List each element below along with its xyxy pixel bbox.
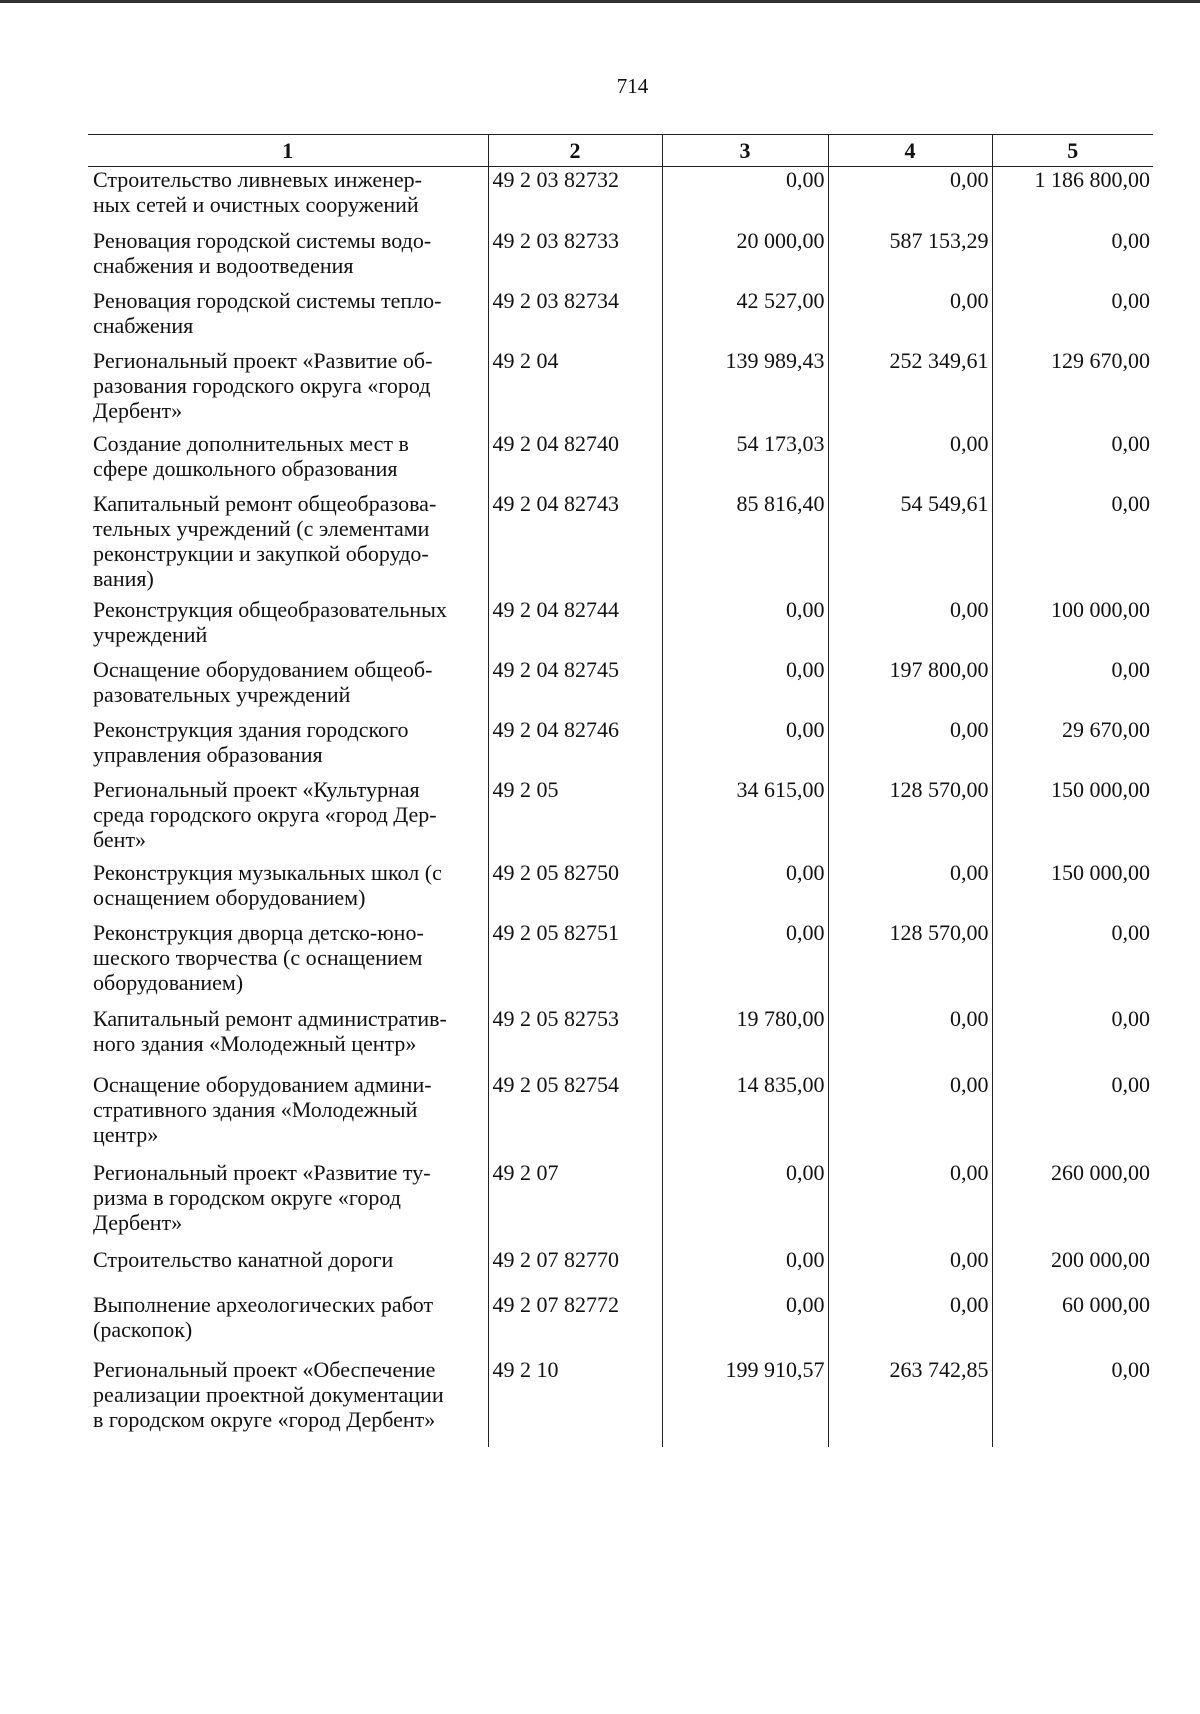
row-value-col4: 587 153,29 [828,228,992,288]
table-row [88,1292,1153,1357]
row-value-col4: 0,00 [828,288,992,348]
row-value-col3: 20 000,00 [662,228,828,288]
row-value-col5: 0,00 [992,228,1153,288]
row-name-line: сфере дошкольного образования [93,455,398,481]
row-code-cell: 49 2 04 [488,348,662,431]
row-name-line: Региональный проект «Развитие ту- [93,1159,431,1185]
row-code-cell: 49 2 03 82734 [488,288,662,348]
row-value-col5: 0,00 [992,431,1153,491]
row-value-col5: 0,00 [992,657,1153,717]
row-value-col4: 0,00 [828,1072,992,1160]
row-value-col5: 0,00 [992,920,1153,1006]
row-code-cell: 49 2 05 82751 [488,920,662,1006]
row-name-line: оснащением оборудованием) [93,884,366,910]
table-row [88,1160,1153,1247]
row-name-line: среда городского округа «город Дер- [93,801,437,827]
row-value-col5: 129 670,00 [992,348,1153,431]
column-header-1: 1 [88,135,488,167]
table-row [88,288,1153,348]
row-value-col3: 14 835,00 [662,1072,828,1160]
table-row [88,167,1153,228]
table-row [88,597,1153,657]
table-row [88,491,1153,597]
row-name-line: вания) [93,565,154,591]
row-name-line: Оснащение оборудованием общеоб- [93,656,433,682]
row-name-line: разовательных учреждений [93,681,351,707]
row-name-line: Дербент» [93,397,183,423]
row-value-col3: 42 527,00 [662,288,828,348]
row-value-col5: 200 000,00 [992,1247,1153,1292]
row-value-col4: 0,00 [828,860,992,920]
top-rule [0,0,1200,3]
row-value-col4: 252 349,61 [828,348,992,431]
row-value-col5: 0,00 [992,288,1153,348]
row-name-line: Капитальный ремонт общеобразова- [93,490,437,516]
row-name-line: Региональный проект «Культурная [93,776,420,802]
row-name-line: учреждений [93,621,208,647]
row-name-line: ных сетей и очистных сооружений [93,192,419,217]
row-name-cell [88,657,488,717]
row-name-line: снабжения [93,312,194,338]
row-name-line: тельных учреждений (с элементами [93,515,430,541]
row-name-line: стративного здания «Молодежный [93,1096,418,1122]
row-name-line: шеского творчества (с оснащением [93,944,423,970]
row-value-col3: 0,00 [662,717,828,777]
row-value-col5: 150 000,00 [992,777,1153,860]
row-value-col4: 197 800,00 [828,657,992,717]
row-value-col3: 0,00 [662,657,828,717]
row-name-line: оборудованием) [93,969,244,995]
row-name-cell [88,597,488,657]
row-value-col4: 263 742,85 [828,1357,992,1447]
row-value-col3: 0,00 [662,597,828,657]
table-row [88,860,1153,920]
row-name-line: ного здания «Молодежный центр» [93,1030,417,1056]
row-code-cell: 49 2 05 82750 [488,860,662,920]
row-value-col3: 0,00 [662,1160,828,1247]
row-code-cell: 49 2 04 82746 [488,717,662,777]
row-name-line: Реновация городской системы тепло- [93,287,442,313]
row-name-line: Реконструкция общеобразовательных [93,596,447,622]
row-name-line: Капитальный ремонт административ- [93,1005,447,1031]
row-value-col4: 0,00 [828,167,992,228]
row-code-cell: 49 2 03 82732 [488,167,662,228]
row-name-cell [88,348,488,431]
row-name-line: Реновация городской системы водо- [93,227,432,253]
row-value-col3: 0,00 [662,1292,828,1357]
page-number: 714 [616,74,649,98]
table-row [88,657,1153,717]
table-row [88,920,1153,1006]
row-value-col3: 0,00 [662,920,828,1006]
table-row [88,1072,1153,1160]
row-value-col5: 0,00 [992,1357,1153,1447]
table-row [88,777,1153,860]
row-value-col5: 260 000,00 [992,1160,1153,1247]
table-row [88,717,1153,777]
row-code-cell: 49 2 04 82740 [488,431,662,491]
row-name-line: Реконструкция музыкальных школ (с [93,859,442,885]
row-name-line: Региональный проект «Обеспечение [93,1356,436,1382]
row-name-cell [88,1072,488,1160]
row-name-line: Строительство канатной дороги [93,1246,394,1272]
row-value-col3: 19 780,00 [662,1006,828,1072]
row-code-cell: 49 2 07 82770 [488,1247,662,1292]
row-name-cell [88,1247,488,1292]
row-code-cell: 49 2 05 [488,777,662,860]
row-name-cell [88,288,488,348]
row-code-cell: 49 2 10 [488,1357,662,1447]
row-name-line: Строительство ливневых инженер- [93,167,422,192]
row-name-line: ризма в городском округе «город [93,1184,401,1210]
row-value-col3: 54 173,03 [662,431,828,491]
row-value-col4: 128 570,00 [828,777,992,860]
row-code-cell: 49 2 04 82745 [488,657,662,717]
row-value-col5: 0,00 [992,1072,1153,1160]
column-header-2: 2 [488,135,662,167]
row-name-cell [88,717,488,777]
row-code-cell: 49 2 03 82733 [488,228,662,288]
table-row [88,228,1153,288]
row-value-col3: 199 910,57 [662,1357,828,1447]
row-name-cell [88,860,488,920]
row-value-col4: 0,00 [828,1292,992,1357]
row-value-col3: 34 615,00 [662,777,828,860]
row-name-line: Региональный проект «Развитие об- [93,347,433,373]
row-code-cell: 49 2 04 82744 [488,597,662,657]
row-value-col4: 0,00 [828,1160,992,1247]
row-value-col3: 0,00 [662,167,828,228]
row-name-cell [88,491,488,597]
row-name-cell [88,1006,488,1072]
row-name-cell [88,431,488,491]
row-value-col3: 85 816,40 [662,491,828,597]
row-name-line: снабжения и водоотведения [93,252,354,278]
column-header-4: 4 [828,135,992,167]
row-value-col4: 0,00 [828,431,992,491]
row-name-line: бент» [93,826,147,852]
row-name-line: Дербент» [93,1209,183,1235]
row-code-cell: 49 2 07 [488,1160,662,1247]
row-name-cell [88,1292,488,1357]
row-name-line: Выполнение археологических работ [93,1291,434,1317]
table-header-row [88,135,1153,167]
row-name-cell [88,228,488,288]
row-value-col4: 0,00 [828,1247,992,1292]
row-value-col3: 0,00 [662,1247,828,1292]
row-value-col3: 139 989,43 [662,348,828,431]
row-name-line: реализации проектной документации [93,1381,444,1407]
row-value-col4: 0,00 [828,1006,992,1072]
row-name-cell [88,167,488,228]
row-value-col4: 0,00 [828,717,992,777]
table-row [88,348,1153,431]
table-row [88,1006,1153,1072]
row-value-col4: 54 549,61 [828,491,992,597]
row-value-col5: 1 186 800,00 [992,167,1153,228]
row-code-cell: 49 2 05 82753 [488,1006,662,1072]
row-name-line: Оснащение оборудованием админи- [93,1071,432,1097]
row-value-col5: 60 000,00 [992,1292,1153,1357]
row-name-line: разования городского округа «город [93,372,431,398]
row-value-col4: 128 570,00 [828,920,992,1006]
row-name-cell [88,777,488,860]
row-code-cell: 49 2 04 82743 [488,491,662,597]
row-name-line: управления образования [93,741,323,767]
row-code-cell: 49 2 07 82772 [488,1292,662,1357]
table-row [88,431,1153,491]
row-name-line: реконструкции и закупкой оборудо- [93,540,429,566]
table-body [88,167,1153,1447]
row-code-cell: 49 2 05 82754 [488,1072,662,1160]
row-name-cell [88,1357,488,1447]
row-name-cell [88,920,488,1006]
table-row [88,1357,1153,1447]
row-name-cell [88,1160,488,1247]
budget-table [88,134,1153,1447]
column-header-3: 3 [662,135,828,167]
table-row [88,1247,1153,1292]
row-name-line: в городском округе «город Дербент» [93,1406,436,1432]
row-name-line: Реконструкция дворца детско-юно- [93,919,424,945]
row-name-line: Реконструкция здания городского [93,716,409,742]
row-value-col5: 0,00 [992,1006,1153,1072]
row-name-line: Создание дополнительных мест в [93,430,409,456]
row-name-line: (раскопок) [93,1316,193,1342]
row-value-col5: 0,00 [992,491,1153,597]
row-value-col5: 150 000,00 [992,860,1153,920]
row-value-col3: 0,00 [662,860,828,920]
column-header-5: 5 [992,135,1153,167]
row-value-col4: 0,00 [828,597,992,657]
row-name-line: центр» [93,1121,159,1147]
row-value-col5: 100 000,00 [992,597,1153,657]
row-value-col5: 29 670,00 [992,717,1153,777]
